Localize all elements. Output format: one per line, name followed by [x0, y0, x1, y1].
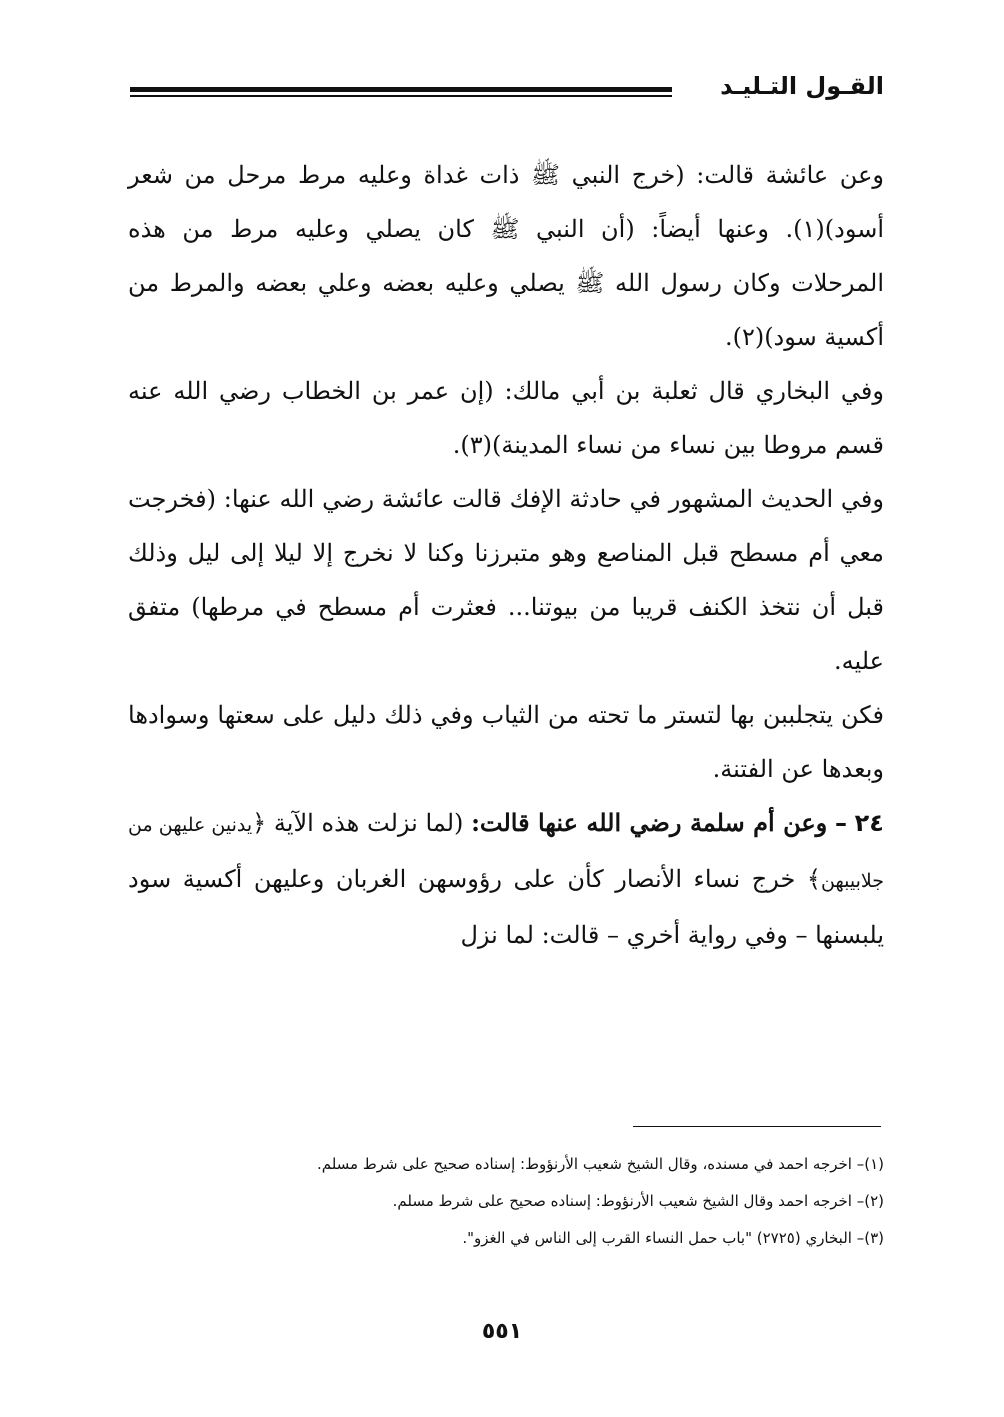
footnotes [120, 1146, 884, 1257]
footnote-1: (١)– اخرجه احمد في مسنده، وقال الشيخ شعيب الأرنؤوط: إسناده صحيح على شرط مسلم. [316, 1155, 884, 1173]
paragraph-hadith-24 [128, 796, 884, 962]
hadith-text-before: (لما نزلت هذه الآية [273, 809, 464, 837]
paragraph-aisha-mirt: وعن عائشة قالت: (خرج النبي ﷺ ذات غداة وعليه مرط مرحل من شعر أسود)(١). وعنها أيضاً: (أن النبي ﷺ كان يصلي وعليه مرط من هذه المرحلات وكان رسول الله ﷺ يصلي وعليه بعضه وعلي بعضه والمرط من أكسية سود)(٢). [128, 161, 884, 351]
page-number: ٥٥١ [481, 1319, 523, 1344]
running-title: القـول التـليـد [720, 72, 884, 100]
quran-bracket-open: ﴿ [252, 809, 267, 837]
hadith-number: ٢٤ [854, 809, 884, 837]
header-double-rule [130, 87, 672, 97]
quran-bracket-close: ﴾ [806, 865, 821, 893]
paragraph-bukhari-thalaba: وفي البخاري قال ثعلبة بن أبي مالك: (إن عمر بن الخطاب رضي الله عنه قسم مروطا بين نساء من نساء المدينة)(٣). [128, 377, 884, 459]
hadith-dash: – [834, 809, 847, 837]
quran-verse: يدنين عليهن من جلابيبهن [128, 814, 884, 892]
page-header [130, 68, 884, 108]
hadith-lead: وعن أم سلمة رضي الله عنها قالت: [471, 808, 828, 837]
hadith-text-after: خرج نساء الأنصار كأن على رؤوسهن الغربان وعليهن أكسية سود يلبسنها – وفي رواية أخري – قالت: لما نزل [128, 865, 884, 949]
footnote-3: (٣)– البخاري (٢٧٢٥) "باب حمل النساء القرب إلى الناس في الغزو". [462, 1229, 884, 1247]
main-text [128, 148, 884, 962]
footnote-separator [633, 1126, 881, 1127]
paragraph-conclusion: فكن يتجلببن بها لتستر ما تحته من الثياب وفي ذلك دليل على سعتها وسوادها وبعدها عن الفتنة. [128, 701, 884, 783]
footnote-2: (٢)– اخرجه احمد وقال الشيخ شعيب الأرنؤوط: إسناده صحيح على شرط مسلم. [392, 1192, 884, 1210]
paragraph-ifk: وفي الحديث المشهور في حادثة الإفك قالت عائشة رضي الله عنها: (فخرجت معي أم مسطح قبل المناصع وهو متبرزنا وكنا لا نخرج إلا ليلا إلى ليل وذلك قبل أن نتخذ الكنف قريبا من بيوتنا... فعثرت أم مسطح في مرطها) متفق عليه. [128, 485, 884, 675]
